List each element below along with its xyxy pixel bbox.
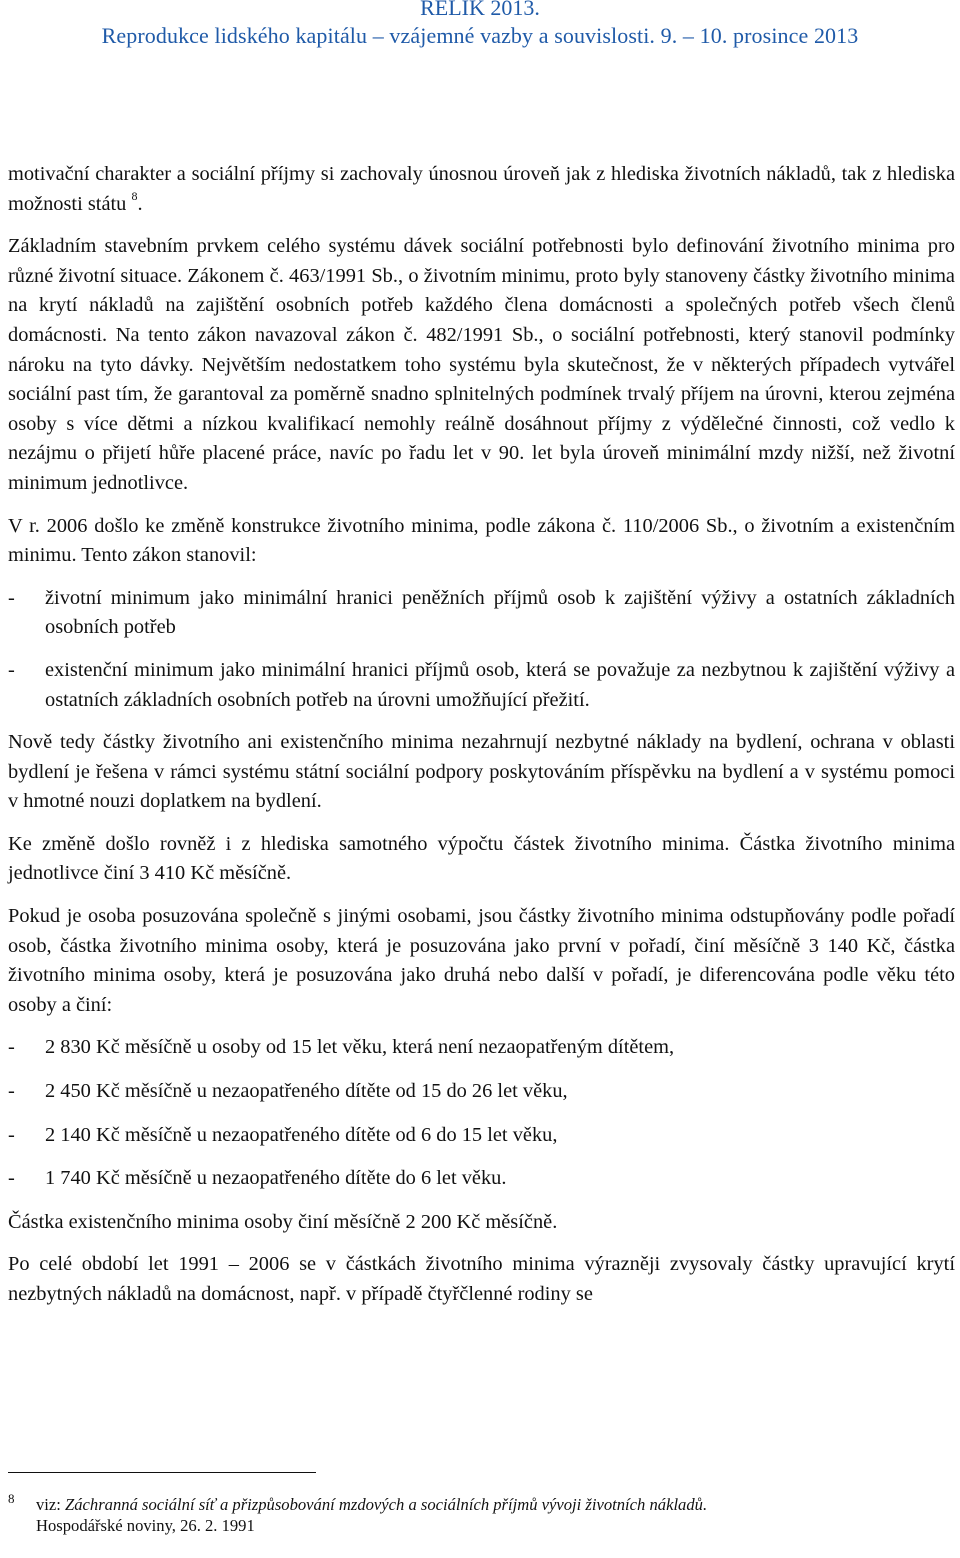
paragraph-2: Základním stavebním prvkem celého systému dávek sociální potřebnosti bylo definování životního minima pro různé životní situace. Zákonem č. 463/1991 Sb., o životním minimu, proto byly stanoveny částky životního minima na krytí nákladů na zajištění osobních potřeb každého člena domácnosti a společných potřeb všech členů domácnosti. Na tento zákon navazoval zákon č. 482/1991 Sb., o sociální potřebnosti, který stanovil podmínky nároku na tyto dávky. Největším nedostatkem toho systému byla skutečnost, že v některých případech vytvářel sociální past tím, že garantoval za poměrně snadno splnitelných podmínek trvalý příjem na úrovni, kterou zejména osoby s více dětmi a nízkou kvalifikací nemohly reálně dosáhnout příjmy z výdělečné činnosti, což vedlo k nezájmu o přijetí hůře placené práce, navíc po řadu let v 90. let byla úroveň minimální mzdy nižší, než životní minimum jednotlivce. xyxy=(8,235,955,494)
amounts-list xyxy=(8,1033,955,1193)
footnote-reference: 8 xyxy=(131,188,138,203)
header-title: RELIK 2013. xyxy=(420,0,540,20)
list-item: - 1 740 Kč měsíčně u nezaopatřeného dítěte do 6 let věku. xyxy=(8,1167,507,1190)
list-item: - životní minimum jako minimální hranici peněžních příjmů osob k zajištění výživy a ostatních základních osobních potřeb xyxy=(8,586,955,639)
footnote-separator xyxy=(8,1472,316,1473)
header-subtitle: Reprodukce lidského kapitálu – vzájemné vazby a souvislosti. 9. – 10. prosince 2013 xyxy=(101,23,859,48)
paragraph-5: Ke změně došlo rovněž i z hlediska samotného výpočtu částek životního minima. Částka životního minima jednotlivce činí 3 410 Kč měsíčně. xyxy=(8,832,955,885)
paragraph-6: Pokud je osoba posuzována společně s jinými osobami, jsou částky životního minima odstupňovány podle pořadí osob, částka životního minima osoby, která je posuzována jako první v pořadí, činí měsíčně 3 140 Kč, částka životního minima osoby, která je posuzována jako druhá nebo další v pořadí, je diferencována podle věku této osoby a činí: xyxy=(8,905,955,1016)
list-item: - 2 140 Kč měsíčně u nezaopatřeného dítěte od 6 do 15 let věku, xyxy=(8,1123,558,1146)
running-header xyxy=(0,0,960,50)
footnote-title: Záchranná sociální síť a přizpůsobování mzdových a sociálních příjmů vývoji životních nákladů. xyxy=(65,1495,708,1514)
list-item: - 2 450 Kč měsíčně u nezaopatřeného dítěte od 15 do 26 let věku, xyxy=(8,1080,568,1103)
footnote-source: Hospodářské noviny, 26. 2. 1991 xyxy=(36,1516,255,1535)
list-item: - 2 830 Kč měsíčně u osoby od 15 let věku, která není nezaopatřeným dítětem, xyxy=(8,1036,675,1059)
paragraph-3: V r. 2006 došlo ke změně konstrukce životního minima, podle zákona č. 110/2006 Sb., o životním a existenčním minimu. Tento zákon stanovil: xyxy=(8,514,955,567)
footnote: 8 viz: Záchranná sociální síť a přizpůsobování mzdových a sociálních příjmů vývoji životních nákladů. Hospodářské noviny, 26. 2. 1991 xyxy=(8,1494,955,1536)
paragraph-1: motivační charakter a sociální příjmy si zachovaly únosnou úroveň jak z hlediska životních nákladů, tak z hlediska možnosti státu $^8$. xyxy=(8,163,955,215)
paragraph-8: Po celé období let 1991 – 2006 se v částkách životního minima výrazněji zvysovaly částky upravující krytí nezbytných nákladů na domácnost, např. v případě čtyřčlenné rodiny se xyxy=(8,1253,955,1305)
paragraph-7: Částka existenčního minima osoby činí měsíčně 2 200 Kč měsíčně. xyxy=(8,1210,558,1233)
list-item: - existenční minimum jako minimální hranici příjmů osob, která se považuje za nezbytnou k zajištění výživy a ostatních základních osobních potřeb na úrovni umožňující přežití. xyxy=(8,658,955,711)
paragraph-4: Nově tedy částky životního ani existenčního minima nezahrnují nezbytné náklady na bydlení, ochrana v oblasti bydlení je řešena v rámci systému státní sociální podpory poskytováním příspěvku na bydlení a v systému pomoci v hmotné nouzi doplatkem na bydlení. xyxy=(8,731,955,813)
minimum-definitions-list xyxy=(8,584,955,715)
footnote-number: 8 xyxy=(8,1491,15,1506)
body-text xyxy=(8,160,955,1323)
